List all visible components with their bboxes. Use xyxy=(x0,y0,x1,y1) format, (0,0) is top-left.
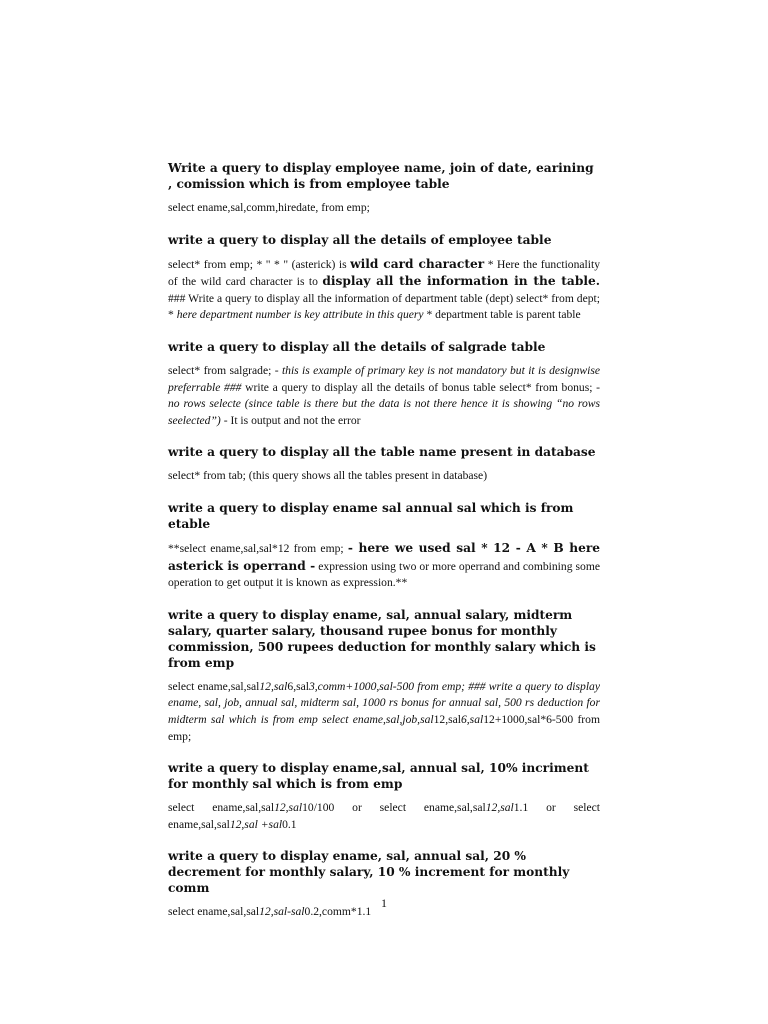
body-text-run: 6,sal xyxy=(460,712,484,726)
body-text-run: 12+1000,sal*6-500 from emp; xyxy=(168,712,600,743)
body-text-run: 12,sal xyxy=(485,801,514,815)
section-heading: write a query to display ename sal annual sal which is from etable xyxy=(168,500,574,531)
body-text-run: - It is output and not the error xyxy=(220,413,361,427)
section-body xyxy=(168,679,600,745)
section-heading: write a query to display all the details of salgrade table xyxy=(168,339,546,354)
body-text-run: **select ename,sal,sal*12 from emp; xyxy=(168,541,348,555)
body-text-run: * department table is parent table xyxy=(423,308,581,322)
body-text-run: 12,sal xyxy=(274,801,303,815)
section xyxy=(168,232,600,324)
body-text-run: 12,sal xyxy=(433,712,461,726)
body-text-run: no rows selecte (since table is there but the data is not there hence it is showing “no rows seelected”) xyxy=(168,397,600,427)
section-body xyxy=(168,256,600,324)
section-body xyxy=(168,540,600,592)
body-text-run: select ename,sal,sal xyxy=(168,905,260,919)
body-text-run: select* from emp; * " * " (asterick) is xyxy=(168,257,351,271)
body-text-run: 0.2,comm*1.1 xyxy=(304,905,372,919)
body-text-run: select ename,sal,sal xyxy=(168,801,275,815)
section xyxy=(168,339,600,429)
section-body xyxy=(168,200,600,217)
section xyxy=(168,444,600,485)
body-text-run: 12,sal-sal xyxy=(259,905,305,919)
body-text-run: 6,sal xyxy=(287,679,309,693)
body-text-run: this is example of primary key is not mandatory but it is designwise preferrable ### xyxy=(168,363,601,394)
body-text-run: 0.1 xyxy=(282,817,297,831)
body-text-run: select ename,sal,comm,hiredate, from emp; xyxy=(168,201,370,214)
section-heading: write a query to display all the table name present in database xyxy=(168,445,596,460)
body-text-run: wild card character xyxy=(350,256,485,271)
body-text-run: 10/100 or select ename,sal,sal xyxy=(302,801,486,815)
body-text-run: ### Write a query to display all the information of department table (dept) select* from dept; * xyxy=(168,291,600,322)
section-body xyxy=(168,800,600,833)
section-heading: write a query to display ename, sal, annual sal, 20 % decrement for monthly salary, 10 % increment for monthly comm xyxy=(168,849,570,896)
body-text-run: 12,sal +sal xyxy=(229,817,283,831)
body-text-run: expression using two or more operrand and combining some operation to get output it is known as expression.** xyxy=(168,559,600,590)
body-text-run: select* from tab; (this query shows all the tables present in database) xyxy=(168,469,488,483)
body-text-run: 3,comm+1000,sal-500 from emp; ### write a query to display ename, sal, job, annual sal, midterm sal, 1000 rs bonus for annual sal, 500 rs deduction for midterm sal which is from emp select ename,sal,job,sal xyxy=(168,679,600,726)
section-heading: Write a query to display employee name, join of date, earining , comission which is from employee table xyxy=(168,161,594,191)
section xyxy=(168,160,600,217)
body-text-run: select* from salgrade; - xyxy=(168,363,282,377)
body-text-run: * Here the functionality of the wild card character is to xyxy=(168,257,600,289)
section-body xyxy=(168,363,600,429)
body-text-run: 1.1 or select ename,sal,sal xyxy=(168,801,600,831)
section-heading: write a query to display ename, sal, annual salary, midterm salary, quarter salary, thousand rupee bonus for monthly commission, 500 rupees deduction for monthly salary which is from emp xyxy=(168,607,596,670)
section xyxy=(168,500,600,592)
body-text-run: here department number is key attribute in this query xyxy=(176,308,424,322)
body-text-run: select ename,sal,sal xyxy=(168,679,260,693)
body-text-run: - here we used sal * 12 - A * B here asterick is operrand - xyxy=(168,540,600,573)
document-page xyxy=(168,160,600,936)
section-heading: write a query to display all the details of employee table xyxy=(168,232,552,247)
body-text-run: 12,sal xyxy=(259,679,288,693)
section-heading: write a query to display ename,sal, annual sal, 10% incriment for monthly sal which is from emp xyxy=(168,761,589,792)
section-body xyxy=(168,468,600,485)
body-text-run: display all the information in the table. xyxy=(322,274,600,289)
section xyxy=(168,607,600,745)
section xyxy=(168,760,600,833)
page-number: 1 xyxy=(381,896,387,910)
body-text-run: write a query to display all the details of bonus table select* from bonus; - xyxy=(241,380,600,394)
